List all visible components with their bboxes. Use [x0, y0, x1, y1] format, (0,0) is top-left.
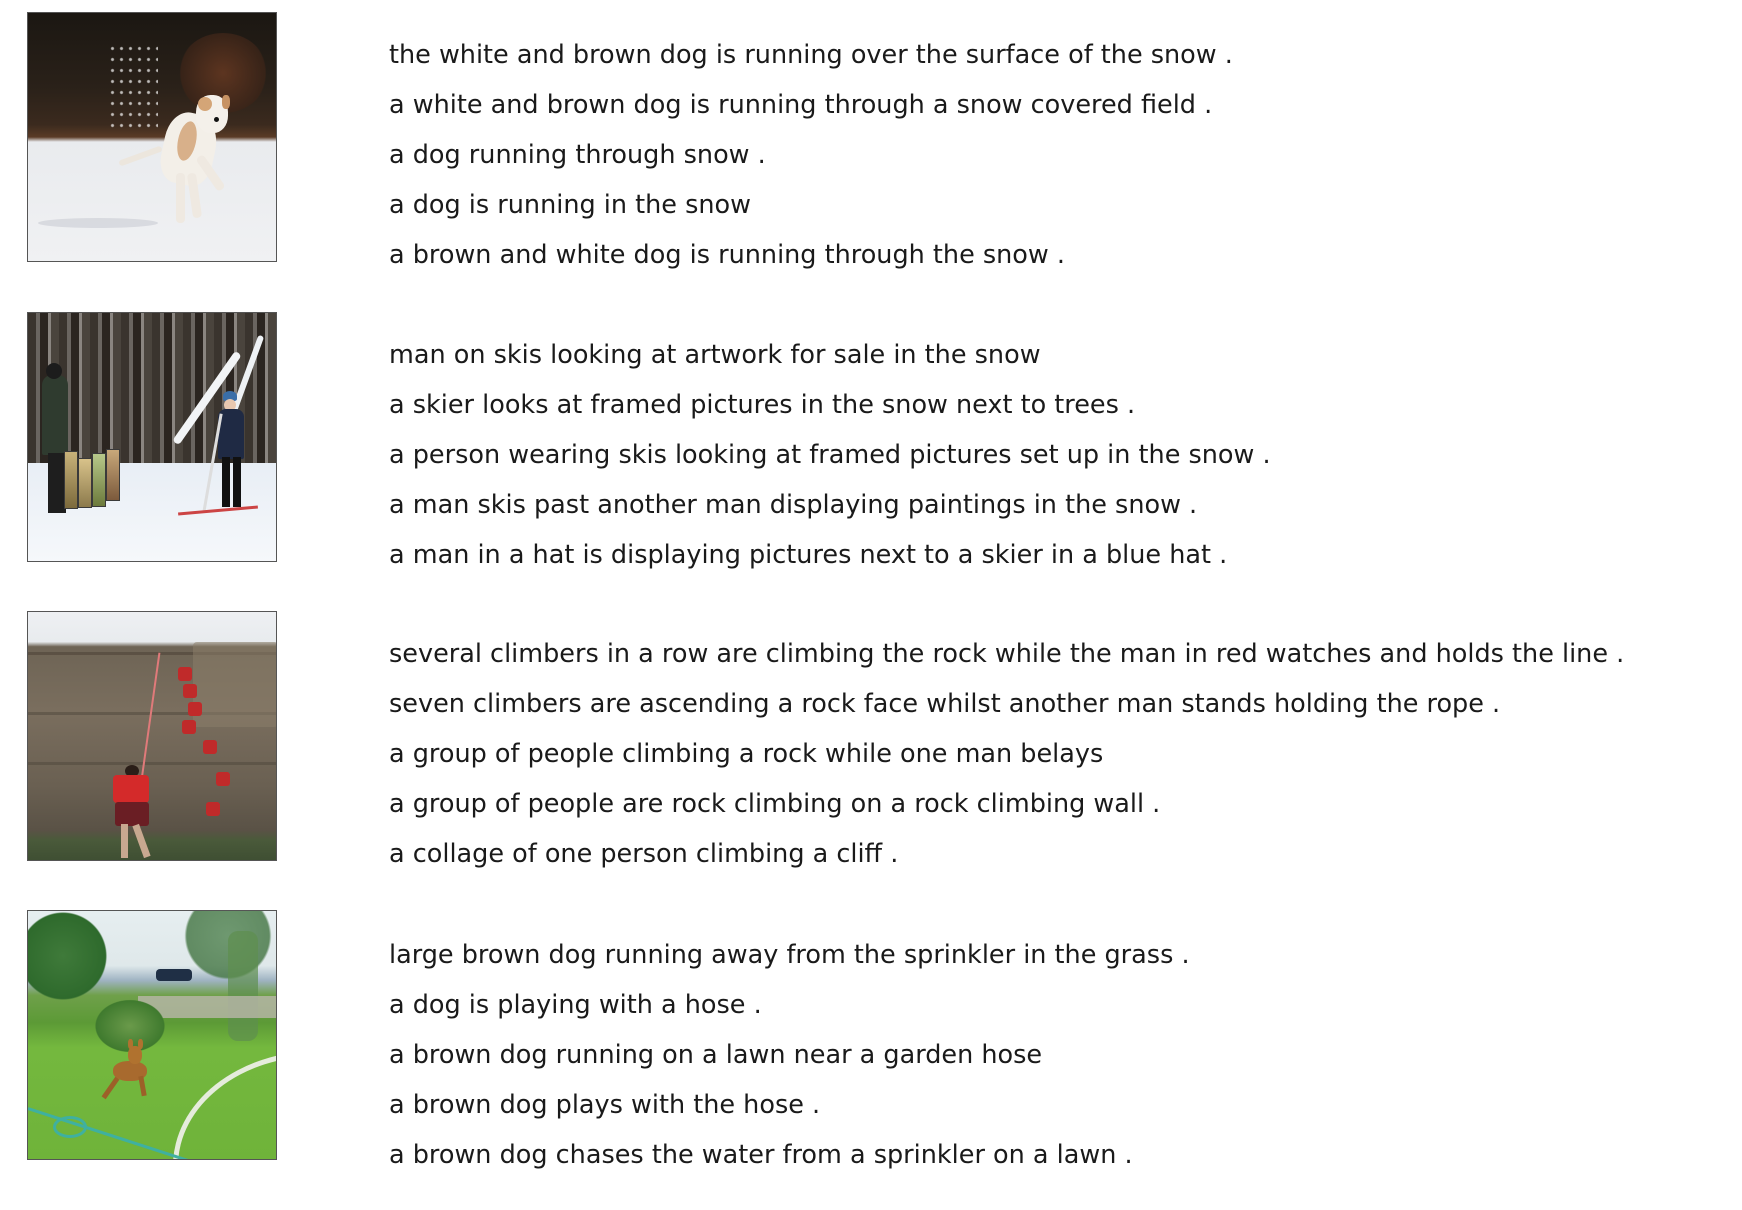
figure-row-2 — [0, 312, 1742, 612]
photo-dog-sprinkler-icon — [28, 911, 276, 1159]
caption: several climbers in a row are climbing the rock while the man in red watches and holds the line . — [389, 639, 1625, 669]
figure-row-4 — [0, 910, 1742, 1210]
caption: a brown dog running on a lawn near a garden hose — [389, 1040, 1043, 1070]
caption: a dog is playing with a hose . — [389, 990, 762, 1020]
caption: man on skis looking at artwork for sale in the snow — [389, 340, 1041, 370]
caption: a person wearing skis looking at framed pictures set up in the snow . — [389, 440, 1271, 470]
image-rock-climbers — [27, 611, 277, 861]
caption: a group of people are rock climbing on a rock climbing wall . — [389, 789, 1161, 819]
caption: a brown and white dog is running through the snow . — [389, 240, 1065, 270]
caption: a skier looks at framed pictures in the snow next to trees . — [389, 390, 1136, 420]
caption: a brown dog plays with the hose . — [389, 1090, 821, 1120]
figure-row-1 — [0, 12, 1742, 312]
photo-dog-snow-icon — [28, 13, 276, 261]
figure-row-3 — [0, 611, 1742, 911]
caption: seven climbers are ascending a rock face whilst another man stands holding the rope . — [389, 689, 1501, 719]
image-skier-paintings — [27, 312, 277, 562]
caption: a man in a hat is displaying pictures next to a skier in a blue hat . — [389, 540, 1228, 570]
caption: a dog running through snow . — [389, 140, 766, 170]
image-dog-snow — [27, 12, 277, 262]
image-dog-sprinkler — [27, 910, 277, 1160]
caption: a man skis past another man displaying paintings in the snow . — [389, 490, 1198, 520]
caption: large brown dog running away from the sprinkler in the grass . — [389, 940, 1190, 970]
caption: a brown dog chases the water from a sprinkler on a lawn . — [389, 1140, 1133, 1170]
caption: a dog is running in the snow — [389, 190, 752, 220]
caption: a group of people climbing a rock while one man belays — [389, 739, 1104, 769]
caption: a white and brown dog is running through a snow covered field . — [389, 90, 1213, 120]
photo-rock-climbers-icon — [28, 612, 276, 860]
caption: a collage of one person climbing a cliff . — [389, 839, 899, 869]
photo-skier-paintings-icon — [28, 313, 276, 561]
caption: the white and brown dog is running over the surface of the snow . — [389, 40, 1233, 70]
